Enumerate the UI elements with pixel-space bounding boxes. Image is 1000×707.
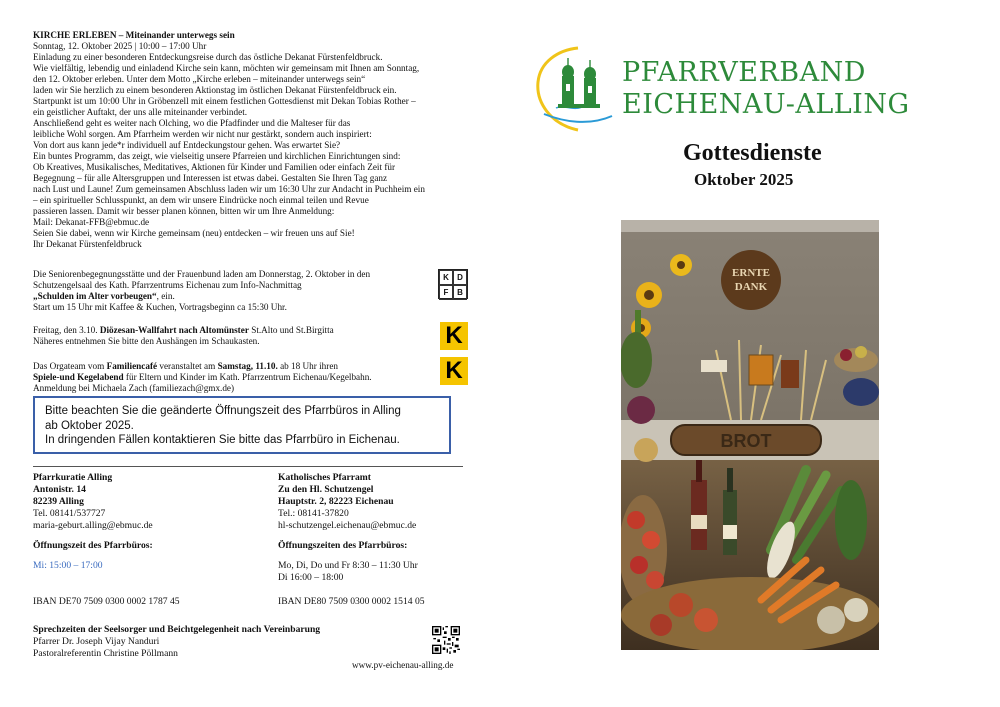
notice-line3: In dringenden Fällen kontaktieren Sie bitte das Pfarrbüro in Eichenau. xyxy=(45,434,400,446)
notice-box xyxy=(33,396,451,454)
pfarrverband-logo xyxy=(534,42,974,134)
k-logo xyxy=(440,322,468,350)
sprech-title: Sprechzeiten der Seelsorger und Beichtgelegenheit nach Vereinbarung xyxy=(33,624,321,635)
harvest-photo xyxy=(621,220,879,650)
k-logo-letter: K xyxy=(445,322,463,349)
senioren-title: „Schulden im Alter vorbeugen“ xyxy=(33,291,157,301)
kirche-line: Seien Sie dabei, wenn wir Kirche gemeinsam (neu) entdecken – wir freuen uns auf Sie! xyxy=(33,228,355,238)
erntedank-bread-text: ERNTE xyxy=(732,267,770,279)
alling-mail[interactable]: maria-geburt.alling@ebmuc.de xyxy=(33,520,153,531)
kirche-line: Ob Kreatives, Musikalisches, Meditatives, Aktionen für Kinder und Familien oder einfach Zeit für xyxy=(33,162,396,172)
kdfb-letter: F xyxy=(439,285,453,300)
kirche-line: den 12. Oktober erleben. Unter dem Motto „Kirche erleben – miteinander unterwegs sein“ xyxy=(33,74,366,84)
eichenau-tel: Tel.: 08141-37820 xyxy=(278,508,349,519)
cover-title: Gottesdienste xyxy=(683,140,822,166)
brot-bread-text: BROT xyxy=(720,431,772,451)
kirche-line[interactable]: Mail: Dekanat-FFB@ebmuc.de xyxy=(33,217,150,227)
k-logo-letter: K xyxy=(445,357,463,384)
k-logo xyxy=(440,357,468,385)
kirche-line: nach Lust und Laune! Zum gemeinsamen Abschluss laden wir um 16:30 Uhr zur Andacht in Puchheim ein xyxy=(33,184,425,194)
kirche-line: Wie vielfältig, lebendig und einladend Kirche sein kann, möchten wir gemeinsam mit Ihnen am Sonntag, xyxy=(33,63,420,73)
kirche-line: passieren lassen. Damit wir besser planen können, bitten wir um Ihre Anmeldung: xyxy=(33,206,335,216)
kirche-line: Einladung zu einer besonderen Entdeckungsreise durch das östliche Dekanat Fürstenfeldbruck. xyxy=(33,52,383,62)
logo-text-line2: EICHENAU-ALLING xyxy=(622,89,910,120)
church-logo-icon xyxy=(534,42,624,134)
kirche-line: Von dort aus kann jede*r individuell auf Entdeckungstour gehen. Was erwartet Sie? xyxy=(33,140,341,150)
wallfahrt-title: Diözesan-Wallfahrt nach Altomünster xyxy=(99,325,249,335)
kirche-erleben-block xyxy=(33,30,468,250)
alling-hours: Mi: 15:00 – 17:00 xyxy=(33,560,103,571)
wallfahrt-line2: Näheres entnehmen Sie bitte den Aushängen im Schaukasten. xyxy=(33,336,260,346)
sprechzeiten xyxy=(33,624,320,660)
contact-alling xyxy=(33,472,180,608)
eichenau-hours1: Mo, Di, Do und Fr 8:30 – 11:30 Uhr xyxy=(278,560,418,571)
cafe-line3: Anmeldung bei Michaela Zach (familiezach@gmx.de) xyxy=(33,383,235,393)
contact-eichenau xyxy=(278,472,425,608)
notice-line2: ab Oktober 2025. xyxy=(45,419,134,432)
logo-text-line1: PFARRVERBAND xyxy=(622,57,866,88)
kirche-line: leibliche Wohl sorgen. Am Pfarrheim werden wir nicht nur gestärkt, sondern auch inspiriert: xyxy=(33,129,372,139)
erntedank-bread-text: DANK xyxy=(734,281,768,293)
wallfahrt-event xyxy=(33,322,468,349)
cafe-name: Familiencafé xyxy=(106,361,158,371)
alling-tel: Tel. 08141/537727 xyxy=(33,508,106,519)
cafe-text: ab 18 Uhr ihren xyxy=(277,361,339,371)
wallfahrt-place: St.Alto und St.Birgitta xyxy=(248,325,334,335)
qr-code-icon xyxy=(432,626,460,654)
cafe-line2 xyxy=(33,372,418,383)
cafe-text: für Eltern und Kinder im Kath. Pfarrzentrum Eichenau/Kegelbahn. xyxy=(123,372,372,382)
cafe-text: Das Orgateam vom xyxy=(33,361,107,371)
senioren-line3-rest: , ein. xyxy=(156,291,175,301)
eichenau-sub: Zu den Hl. Schutzengel xyxy=(278,484,374,495)
senioren-event xyxy=(33,269,468,313)
kdfb-letter: B xyxy=(453,285,467,300)
senioren-line4: Start um 15 Uhr mit Kaffee & Kuchen, Vortragsbeginn ca 15:30 Uhr. xyxy=(33,302,287,312)
eichenau-street: Hauptstr. 2, 82223 Eichenau xyxy=(278,496,394,507)
notice-line1: Bitte beachten Sie die geänderte Öffnungszeit des Pfarrbüros in Alling xyxy=(45,405,401,417)
eichenau-mail[interactable]: hl-schutzengel.eichenau@ebmuc.de xyxy=(278,520,417,531)
eichenau-name: Katholisches Pfarramt xyxy=(278,472,371,483)
kirche-line: Startpunkt ist um 10:00 Uhr in Gröbenzell mit einem festlichen Gottesdienst mit Dekan Tobias Rother – xyxy=(33,96,416,106)
sprech-line2: Pastoralreferentin Christine Pöllmann xyxy=(33,648,178,659)
alling-hours-title: Öffnungszeit des Pfarrbüros: xyxy=(33,540,153,551)
eichenau-hours-title: Öffnungszeiten des Pfarrbüros: xyxy=(278,540,408,551)
divider xyxy=(33,466,463,467)
alling-name: Pfarrkuratie Alling xyxy=(33,472,113,483)
kirche-line: ein geistlicher Auftakt, der uns alle miteinander verbindet. xyxy=(33,107,248,117)
website-link[interactable]: www.pv-eichenau-alling.de xyxy=(352,660,454,670)
kirche-line: Sonntag, 12. Oktober 2025 | 10:00 – 17:00 Uhr xyxy=(33,41,207,51)
kirche-line: – ein spiritueller Schlusspunkt, an dem wir unsere Eindrücke noch einmal teilen und Revue xyxy=(33,195,369,205)
kirche-line: Ein buntes Programm, das zeigt, wie vielseitig unsere Pfarreien und kirchlichen Einrichtungen sind: xyxy=(33,151,401,161)
cafe-text: veranstaltet am xyxy=(157,361,218,371)
wallfahrt-date: Freitag, den 3.10. xyxy=(33,325,100,335)
kirche-line: KIRCHE ERLEBEN – Miteinander unterwegs sein xyxy=(33,30,235,40)
kirche-line: Ihr Dekanat Fürstenfeldbruck xyxy=(33,239,142,249)
kdfb-letter: K xyxy=(439,270,453,285)
kdfb-letter: D xyxy=(453,270,467,285)
left-column xyxy=(33,30,468,394)
wallfahrt-line1 xyxy=(33,325,418,336)
alling-iban: IBAN DE70 7509 0300 0002 1787 45 xyxy=(33,596,180,607)
eichenau-iban: IBAN DE80 7509 0300 0002 1514 05 xyxy=(278,596,425,607)
sprech-line1: Pfarrer Dr. Joseph Vijay Nanduri xyxy=(33,636,160,647)
alling-city: 82239 Alling xyxy=(33,496,84,507)
alling-street: Antonistr. 14 xyxy=(33,484,86,495)
kirche-line: Begegnung – für alle Altersgruppen und Interessen ist etwas dabei. Gestalten Sie Ihren Tag ganz xyxy=(33,173,388,183)
senioren-line3 xyxy=(33,291,418,302)
familiencafe-event xyxy=(33,357,468,394)
eichenau-hours2: Di 16:00 – 18:00 xyxy=(278,572,344,583)
cafe-date: Samstag, 11.10. xyxy=(217,361,278,371)
senioren-line1: Die Seniorenbegegnungsstätte und der Frauenbund laden am Donnerstag, 2. Oktober in den xyxy=(33,269,371,279)
kirche-line: laden wir Sie herzlich zu einem besonderen Aktionstag im östlichen Dekanat Fürstenfeldbruck ein. xyxy=(33,85,397,95)
cover-subtitle: Oktober 2025 xyxy=(694,170,794,189)
kdfb-logo xyxy=(438,269,468,299)
kirche-line: Anschließend geht es weiter nach Olching, wo die Pfadfinder und die Malteser für das xyxy=(33,118,351,128)
cafe-line1 xyxy=(33,361,418,372)
senioren-line2: Schutzengelsaal des Kath. Pfarrzentrums Eichenau zum Info-Nachmittag xyxy=(33,280,302,290)
cafe-event-title: Spiele-und Kegelabend xyxy=(33,372,124,382)
